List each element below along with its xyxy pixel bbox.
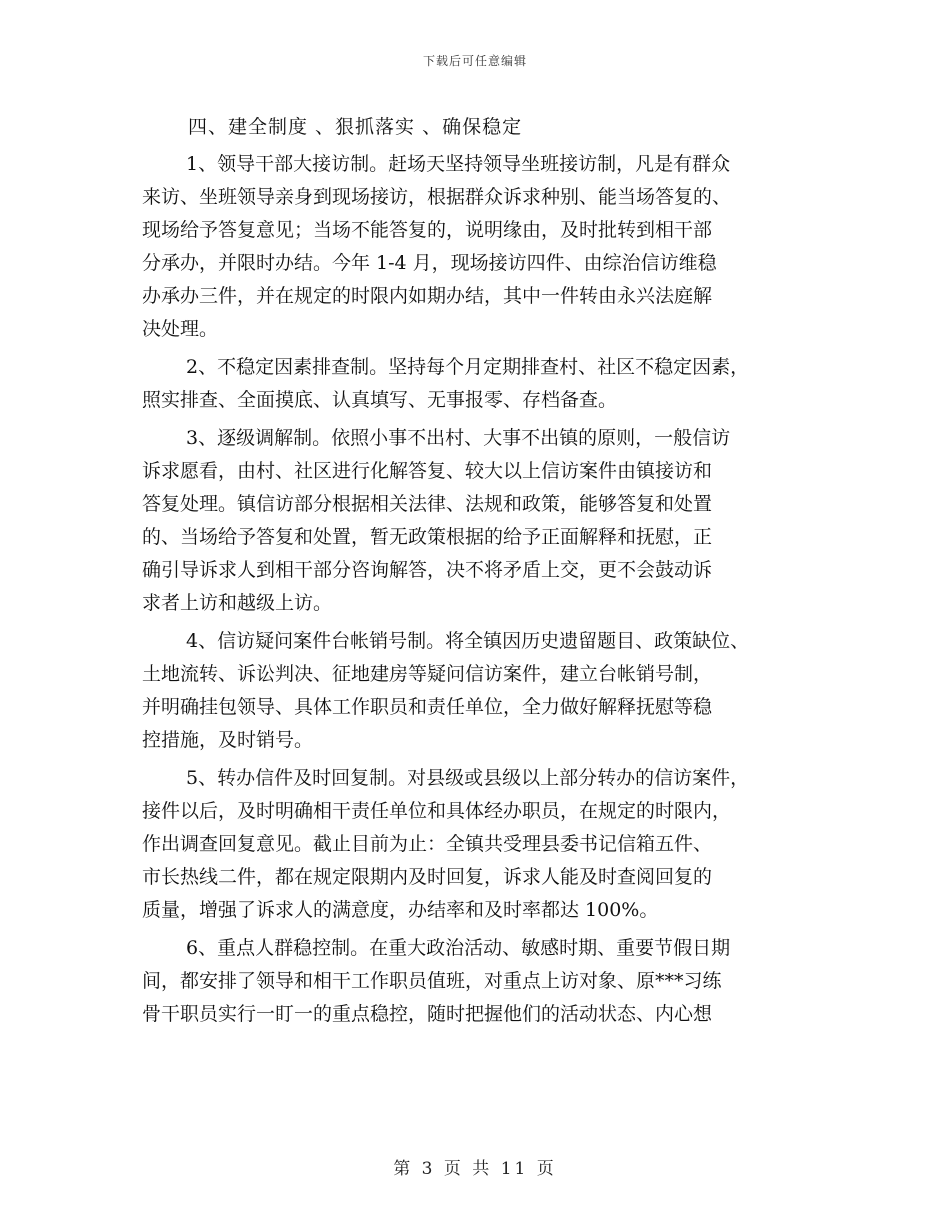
paragraph-line: 来访、坐班领导亲身到现场接访，根据群众诉求种别、能当场答复的、 <box>142 186 732 208</box>
page-header: 下载后可任意编辑 <box>422 54 527 68</box>
paragraph-line: 作出调查回复意见。截止目前为止：全镇共受理县委书记信箱五件、 <box>142 833 713 855</box>
paragraph <box>142 625 832 757</box>
paragraph-line: 土地流转、诉讼判决、征地建房等疑问信访案件，建立台帐销号制， <box>142 663 713 685</box>
paragraph-line: 间，都安排了领导和相干工作职员值班，对重点上访对象、原***习练 <box>142 970 722 992</box>
paragraph-line: 质量，增强了诉求人的满意度，办结率和及时率都达 100%。 <box>142 899 659 921</box>
paragraph <box>142 762 832 927</box>
paragraph-line: 办承办三件，并在规定的时限内如期办结，其中一件转由永兴法庭解 <box>142 285 713 307</box>
paragraph-line: 6、重点人群稳控制。在重大政治活动、敏感时期、重要节假日期 <box>186 937 731 959</box>
paragraph-line: 1、领导干部大接访制。赶场天坚持领导坐班接访制，凡是有群众 <box>186 153 731 175</box>
paragraph-list <box>142 148 832 1031</box>
paragraph-line: 照实排查、全面摸底、认真填写、无事报零、存档备查。 <box>142 389 618 411</box>
paragraph-line: 的、当场给予答复和处置，暂无政策根据的给予正面解释和抚慰，正 <box>142 526 713 548</box>
paragraph <box>142 422 832 620</box>
paragraph-line: 分承办，并限时办结。今年 1-4 月，现场接访四件、由综治信访维稳 <box>142 252 717 274</box>
page-footer: 第 3 页 共 11 页 <box>393 1159 557 1179</box>
paragraph-line: 4、信访疑问案件台帐销号制。将全镇因历史遗留题目、政策缺位、 <box>186 630 750 652</box>
paragraph-line: 2、不稳定因素排查制。坚持每个月定期排查村、社区不稳定因素， <box>186 356 750 378</box>
paragraph-line: 接件以后，及时明确相干责任单位和具体经办职员，在规定的时限内， <box>142 800 732 822</box>
paragraph-line: 决处理。 <box>142 318 219 340</box>
paragraph <box>142 932 832 1031</box>
document-body <box>142 112 832 1036</box>
paragraph-line: 并明确挂包领导、具体工作职员和责任单位，全力做好解释抚慰等稳 <box>142 696 713 718</box>
paragraph-line: 诉求愿看，由村、社区进行化解答复、较大以上信访案件由镇接访和 <box>142 460 713 482</box>
paragraph-line: 3、逐级调解制。依照小事不出村、大事不出镇的原则，一般信访 <box>186 427 731 449</box>
paragraph-line: 现场给予答复意见；当场不能答复的，说明缘由，及时批转到相干部 <box>142 219 713 241</box>
paragraph <box>142 351 832 417</box>
paragraph-line: 控措施，及时销号。 <box>142 729 314 751</box>
section-heading: 四、建全制度 、狠抓落实 、确保稳定 <box>188 116 523 138</box>
paragraph-line: 求者上访和越级上访。 <box>142 592 333 614</box>
paragraph-line: 骨干职员实行一盯一的重点稳控，随时把握他们的活动状态、内心想 <box>142 1003 713 1025</box>
paragraph-line: 答复处理。镇信访部分根据相关法律、法规和政策，能够答复和处置 <box>142 493 713 515</box>
paragraph-line: 确引导诉求人到相干部分咨询解答，决不将矛盾上交，更不会鼓动诉 <box>142 559 713 581</box>
paragraph <box>142 148 832 346</box>
paragraph-line: 市长热线二件，都在规定限期内及时回复，诉求人能及时查阅回复的 <box>142 866 713 888</box>
paragraph-line: 5、转办信件及时回复制。对县级或县级以上部分转办的信访案件， <box>186 767 750 789</box>
